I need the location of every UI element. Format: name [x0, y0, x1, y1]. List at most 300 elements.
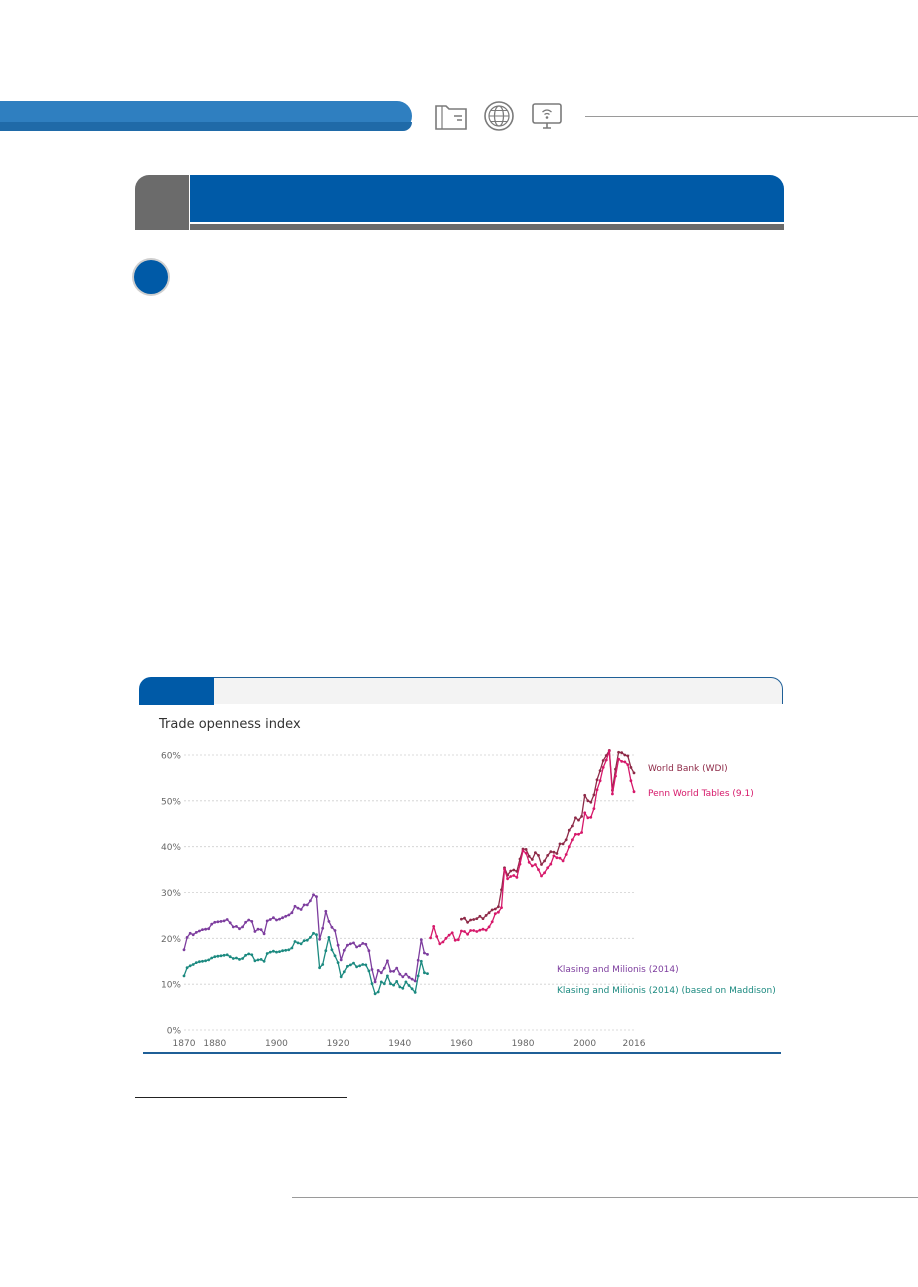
data-point — [497, 905, 500, 908]
data-point — [352, 962, 355, 965]
data-point — [260, 928, 263, 931]
data-point — [426, 953, 429, 956]
data-point — [479, 915, 482, 918]
data-point — [503, 868, 506, 871]
data-point — [275, 919, 278, 922]
data-point — [361, 963, 364, 966]
x-tick-label: 1880 — [203, 1039, 227, 1049]
data-point — [232, 957, 235, 960]
x-tick-label: 1920 — [326, 1039, 350, 1049]
data-point — [506, 877, 509, 880]
data-point — [346, 965, 349, 968]
data-point — [469, 929, 472, 932]
data-point — [306, 904, 309, 907]
data-point — [546, 866, 549, 869]
data-point — [263, 960, 266, 963]
data-point — [244, 954, 247, 957]
data-point — [559, 857, 562, 860]
data-point — [457, 938, 460, 941]
data-point — [463, 917, 466, 920]
data-point — [525, 848, 528, 851]
data-point — [207, 927, 210, 930]
data-point — [593, 794, 596, 797]
data-point — [408, 984, 411, 987]
data-point — [383, 967, 386, 970]
data-point — [238, 958, 241, 961]
data-point — [414, 991, 417, 994]
data-point — [324, 910, 327, 913]
data-point — [531, 858, 534, 861]
data-point — [324, 949, 327, 952]
data-point — [186, 966, 189, 969]
data-point — [556, 856, 559, 859]
data-point — [500, 906, 503, 909]
data-point — [482, 928, 485, 931]
data-point — [543, 860, 546, 863]
data-point — [401, 975, 404, 978]
data-point — [408, 976, 411, 979]
header-rule — [585, 116, 918, 117]
data-point — [580, 815, 583, 818]
y-tick-label: 20% — [160, 934, 181, 945]
y-axis-ticks — [161, 752, 181, 1037]
data-point — [512, 869, 515, 872]
folder-icon — [433, 98, 469, 134]
data-point — [260, 958, 263, 961]
x-tick-label: 1900 — [265, 1039, 288, 1049]
data-point — [386, 975, 389, 978]
data-point — [361, 942, 364, 945]
data-point — [472, 929, 475, 932]
data-point — [377, 969, 380, 972]
data-point — [340, 975, 343, 978]
data-point — [210, 957, 213, 960]
data-point — [244, 921, 247, 924]
data-point — [497, 911, 500, 914]
data-point — [195, 931, 198, 934]
data-point — [334, 954, 337, 957]
data-point — [254, 930, 257, 933]
data-point — [247, 953, 250, 956]
data-point — [355, 946, 358, 949]
data-point — [389, 970, 392, 973]
data-point — [485, 914, 488, 917]
data-point — [562, 860, 565, 863]
data-point — [540, 863, 543, 866]
data-point — [411, 978, 414, 981]
x-tick-label: 1980 — [511, 1039, 535, 1049]
data-point — [589, 801, 592, 804]
data-point — [398, 986, 401, 989]
data-point — [328, 936, 331, 939]
bullet-marker — [134, 260, 168, 294]
data-point — [309, 899, 312, 902]
data-point — [235, 957, 238, 960]
data-point — [568, 845, 571, 848]
data-point — [306, 939, 309, 942]
data-point — [596, 778, 599, 781]
data-point — [593, 807, 596, 810]
data-point — [614, 775, 617, 778]
data-point — [189, 964, 192, 967]
data-point — [380, 981, 383, 984]
data-point — [383, 982, 386, 985]
data-point — [611, 793, 614, 796]
data-point — [241, 926, 244, 929]
data-point — [284, 949, 287, 952]
series-label: Penn World Tables (9.1) — [648, 789, 754, 799]
data-point — [540, 875, 543, 878]
data-point — [451, 931, 454, 934]
data-point — [269, 918, 272, 921]
data-point — [195, 961, 198, 964]
data-point — [460, 918, 463, 921]
data-point — [321, 927, 324, 930]
data-point — [226, 953, 229, 956]
data-point — [272, 916, 275, 919]
data-point — [349, 942, 352, 945]
data-point — [235, 925, 238, 928]
data-point — [278, 918, 281, 921]
x-tick-label: 1870 — [172, 1039, 196, 1049]
data-point — [337, 944, 340, 947]
data-point — [392, 970, 395, 973]
data-point — [633, 790, 636, 793]
data-point — [562, 843, 565, 846]
data-point — [312, 893, 315, 896]
data-point — [309, 936, 312, 939]
data-point — [491, 909, 494, 912]
data-point — [565, 853, 568, 856]
data-point — [549, 850, 552, 853]
data-point — [364, 943, 367, 946]
data-point — [509, 870, 512, 873]
footer-rule — [292, 1197, 918, 1198]
data-point — [284, 915, 287, 918]
data-point — [303, 904, 306, 907]
data-point — [460, 930, 463, 933]
data-point — [321, 963, 324, 966]
data-point — [223, 954, 226, 957]
data-point — [583, 794, 586, 797]
data-point — [414, 980, 417, 983]
data-point — [358, 964, 361, 967]
data-point — [574, 833, 577, 836]
data-point — [531, 865, 534, 868]
data-point — [522, 849, 525, 852]
data-point — [371, 968, 374, 971]
data-point — [442, 941, 445, 944]
series-label: Klasing and Milionis (2014) (based on Maddison) — [557, 986, 776, 996]
y-tick-label: 40% — [160, 843, 181, 854]
data-point — [250, 920, 253, 923]
data-point — [331, 926, 334, 929]
data-point — [626, 755, 629, 758]
data-point — [183, 948, 186, 951]
data-point — [512, 874, 515, 877]
y-tick-label: 60% — [160, 751, 181, 762]
data-point — [201, 928, 204, 931]
data-point — [328, 920, 331, 923]
data-point — [488, 926, 491, 929]
data-point — [519, 863, 522, 866]
trade-openness-chart — [140, 740, 780, 1052]
data-point — [368, 970, 371, 973]
data-point — [463, 930, 466, 933]
data-point — [247, 919, 250, 922]
data-point — [213, 955, 216, 958]
data-point — [509, 875, 512, 878]
data-point — [343, 949, 346, 952]
data-point — [568, 829, 571, 832]
data-point — [620, 751, 623, 754]
data-point — [405, 973, 408, 976]
data-point — [266, 920, 269, 923]
data-point — [466, 921, 469, 924]
data-point — [494, 908, 497, 911]
data-point — [371, 982, 374, 985]
data-point — [315, 895, 318, 898]
data-point — [623, 761, 626, 764]
data-point — [220, 920, 223, 923]
data-point — [432, 925, 435, 928]
data-point — [491, 920, 494, 923]
data-point — [250, 953, 253, 956]
data-point — [204, 928, 207, 931]
data-point — [331, 948, 334, 951]
series-label: World Bank (WDI) — [648, 764, 728, 774]
data-point — [574, 816, 577, 819]
data-point — [435, 935, 438, 938]
data-point — [426, 972, 429, 975]
x-tick-label: 1960 — [449, 1039, 473, 1049]
data-point — [275, 951, 278, 954]
data-point — [633, 772, 636, 775]
data-point — [549, 863, 552, 866]
data-point — [398, 973, 401, 976]
data-point — [571, 825, 574, 828]
data-point — [525, 852, 528, 855]
data-point — [420, 938, 423, 941]
data-point — [580, 831, 583, 834]
data-point — [395, 980, 398, 983]
data-point — [623, 754, 626, 757]
data-point — [297, 907, 300, 910]
data-point — [423, 971, 426, 974]
data-point — [352, 942, 355, 945]
figure-title-bar — [214, 677, 783, 704]
data-point — [380, 971, 383, 974]
data-point — [411, 987, 414, 990]
data-point — [546, 854, 549, 857]
data-point — [482, 917, 485, 920]
data-point — [577, 833, 580, 836]
data-point — [358, 944, 361, 947]
data-point — [386, 959, 389, 962]
data-point — [605, 759, 608, 762]
data-point — [389, 982, 392, 985]
data-point — [281, 949, 284, 952]
data-point — [420, 960, 423, 963]
data-point — [217, 920, 220, 923]
wifi-monitor-icon — [529, 98, 565, 134]
x-tick-label: 2016 — [622, 1039, 646, 1049]
y-tick-label: 0% — [166, 1026, 181, 1037]
footnote-rule — [135, 1097, 347, 1098]
data-point — [343, 970, 346, 973]
data-point — [189, 932, 192, 935]
data-point — [423, 952, 426, 955]
data-point — [287, 948, 290, 951]
data-point — [229, 955, 232, 958]
data-point — [417, 959, 420, 962]
data-point — [488, 911, 491, 914]
data-point — [318, 966, 321, 969]
data-point — [337, 961, 340, 964]
y-tick-label: 30% — [160, 889, 181, 899]
data-point — [445, 937, 448, 940]
data-point — [630, 766, 633, 769]
chart-series — [183, 749, 636, 995]
data-point — [565, 838, 568, 841]
data-point — [537, 854, 540, 857]
section-header — [135, 175, 784, 231]
data-point — [257, 959, 260, 962]
data-point — [232, 926, 235, 929]
data-point — [602, 759, 605, 762]
data-point — [429, 937, 432, 940]
data-point — [291, 911, 294, 914]
data-point — [534, 863, 537, 866]
data-point — [543, 871, 546, 874]
data-point — [417, 975, 420, 978]
data-point — [220, 954, 223, 957]
data-point — [266, 952, 269, 955]
data-point — [583, 811, 586, 814]
data-point — [213, 921, 216, 924]
data-point — [602, 766, 605, 769]
x-tick-label: 2000 — [573, 1039, 597, 1049]
data-point — [438, 942, 441, 945]
data-point — [599, 779, 602, 782]
data-point — [297, 942, 300, 945]
data-point — [528, 855, 531, 858]
series-line — [461, 750, 634, 922]
data-point — [312, 932, 315, 935]
data-point — [475, 930, 478, 933]
data-point — [528, 861, 531, 864]
data-point — [257, 928, 260, 931]
data-point — [263, 932, 266, 935]
data-point — [300, 942, 303, 945]
data-point — [534, 851, 537, 854]
x-axis-ticks — [173, 1039, 646, 1049]
data-point — [620, 760, 623, 763]
figure-number-tab — [139, 677, 214, 705]
data-point — [577, 819, 580, 822]
data-point — [401, 987, 404, 990]
data-point — [537, 868, 540, 871]
data-point — [392, 984, 395, 987]
data-point — [469, 919, 472, 922]
data-point — [226, 918, 229, 921]
data-point — [596, 788, 599, 791]
data-point — [186, 936, 189, 939]
data-point — [300, 908, 303, 911]
series-label: Klasing and Milionis (2014) — [557, 965, 679, 975]
data-point — [229, 921, 232, 924]
data-point — [303, 939, 306, 942]
chart-title: Trade openness index — [159, 717, 301, 732]
data-point — [346, 944, 349, 947]
data-point — [494, 912, 497, 915]
data-point — [466, 933, 469, 936]
data-point — [559, 843, 562, 846]
data-point — [272, 950, 275, 953]
data-point — [586, 799, 589, 802]
data-point — [617, 751, 620, 754]
data-point — [223, 920, 226, 923]
data-point — [207, 959, 210, 962]
section-underline — [190, 224, 784, 230]
data-point — [395, 967, 398, 970]
data-point — [349, 964, 352, 967]
data-point — [278, 950, 281, 953]
data-point — [334, 929, 337, 932]
figure-bottom-rule — [143, 1052, 781, 1054]
x-tick-label: 1940 — [388, 1039, 412, 1049]
data-point — [294, 940, 297, 943]
data-point — [254, 959, 257, 962]
data-point — [374, 981, 377, 984]
data-point — [217, 955, 220, 958]
data-point — [294, 905, 297, 908]
data-point — [571, 838, 574, 841]
data-point — [485, 929, 488, 932]
data-point — [269, 951, 272, 954]
series-labels — [557, 764, 776, 996]
data-point — [340, 959, 343, 962]
section-title-bar — [190, 175, 784, 222]
data-point — [586, 816, 589, 819]
data-point — [287, 914, 290, 917]
data-point — [204, 959, 207, 962]
data-point — [599, 769, 602, 772]
data-point — [617, 758, 620, 761]
data-point — [198, 930, 201, 933]
globe-icon — [481, 98, 517, 134]
data-point — [192, 963, 195, 966]
data-point — [556, 852, 559, 855]
data-point — [315, 933, 318, 936]
data-point — [479, 929, 482, 932]
data-point — [318, 938, 321, 941]
data-point — [448, 934, 451, 937]
data-point — [201, 960, 204, 963]
data-point — [454, 939, 457, 942]
data-point — [553, 854, 556, 857]
y-tick-label: 50% — [160, 797, 181, 808]
header-band-shadow — [0, 122, 412, 131]
data-point — [472, 918, 475, 921]
data-point — [368, 949, 371, 952]
data-point — [355, 965, 358, 968]
data-point — [374, 992, 377, 995]
data-point — [210, 923, 213, 926]
data-point — [291, 947, 294, 950]
data-point — [183, 975, 186, 978]
y-tick-label: 10% — [160, 980, 181, 991]
